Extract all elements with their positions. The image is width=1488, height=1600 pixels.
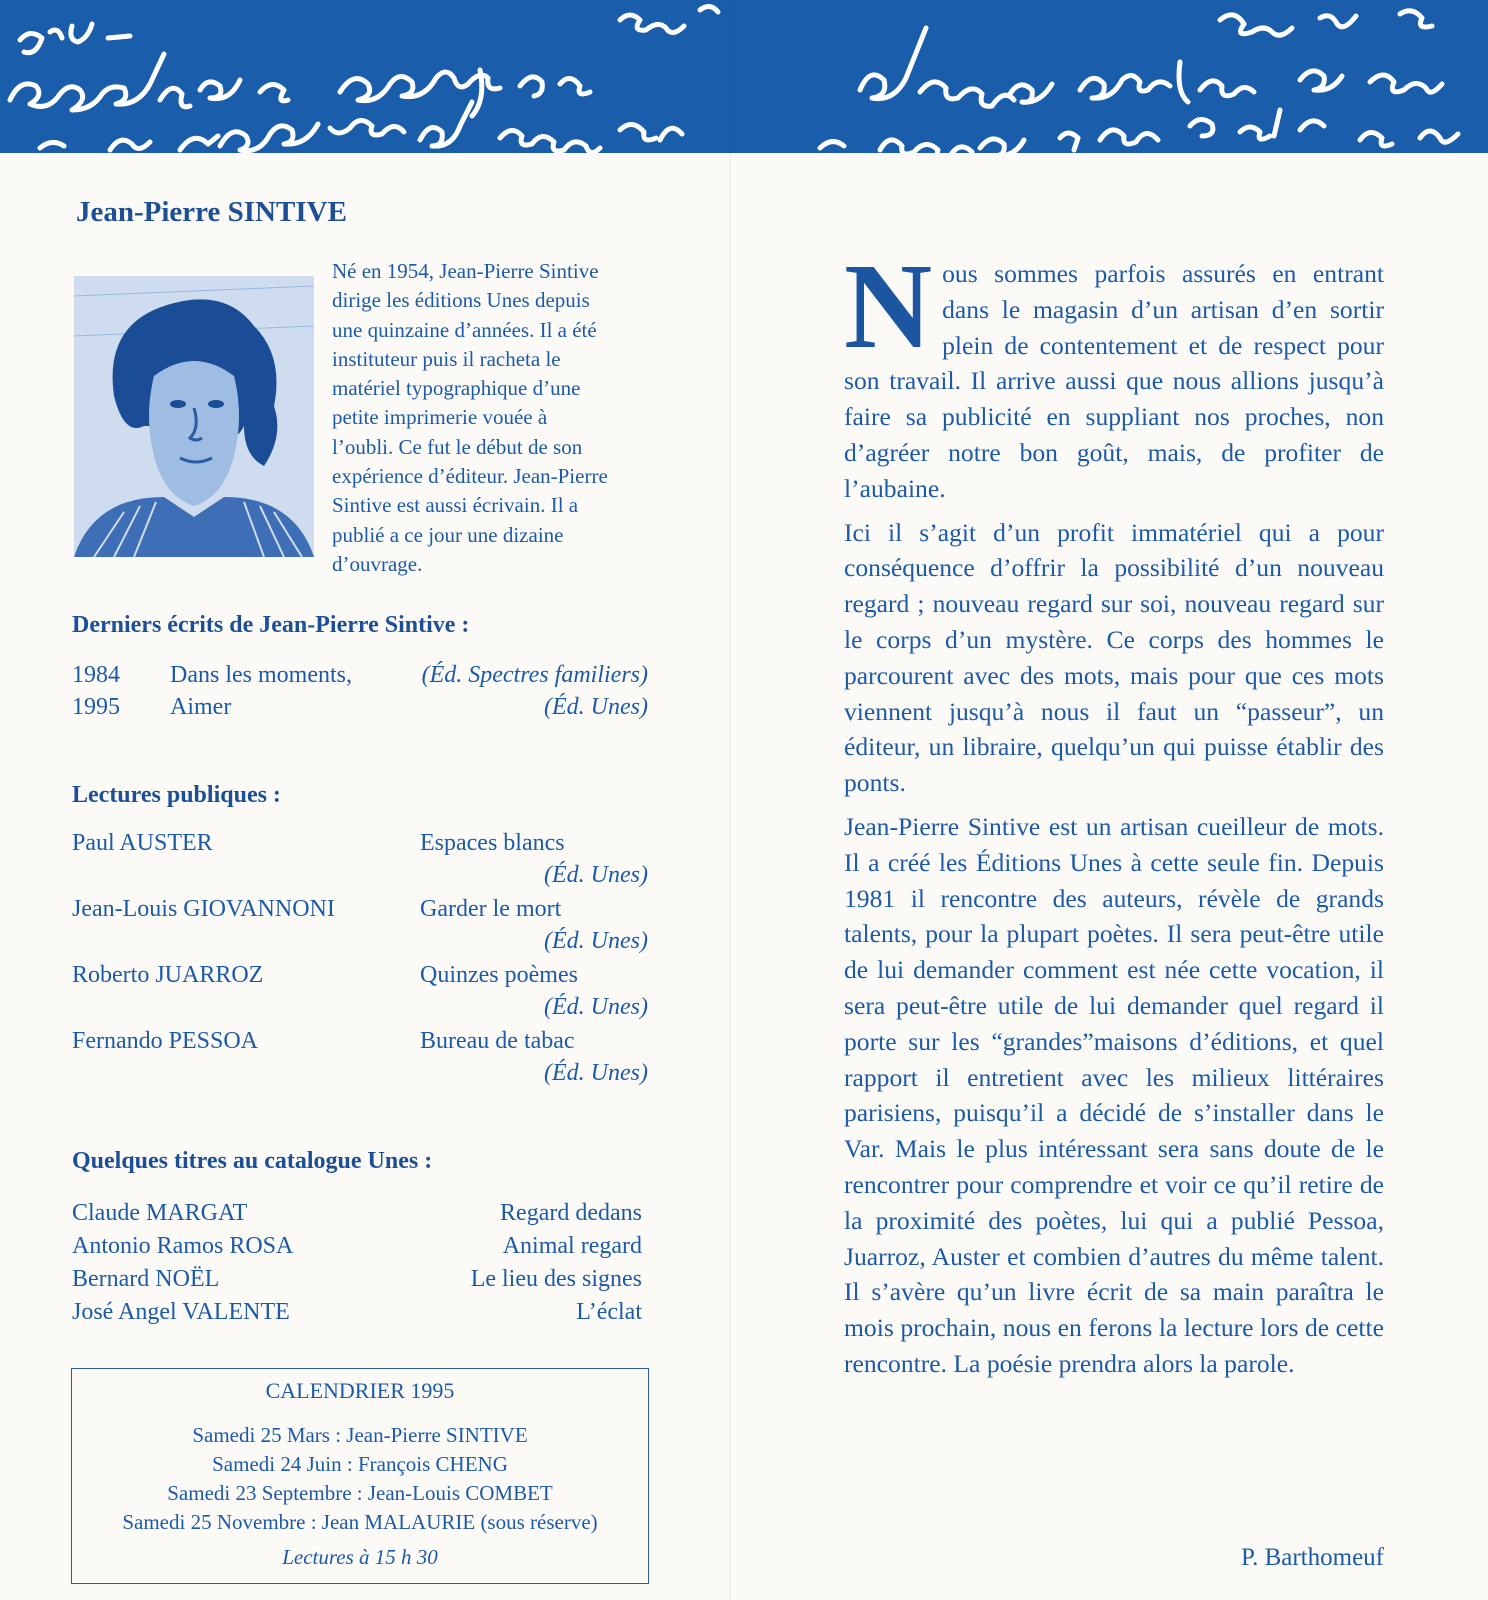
reading-publisher: (Éd. Unes) [544, 928, 648, 954]
calendar-box [71, 1368, 649, 1584]
reading-author: Fernando PESSOA [72, 1028, 259, 1054]
catalogue-title: Animal regard [502, 1233, 642, 1259]
reading-publisher: (Éd. Unes) [544, 862, 648, 888]
reading-title: Garder le mort [420, 896, 562, 922]
bio-line: matériel typographique d’une [332, 376, 581, 401]
reading-publisher: (Éd. Unes) [544, 994, 648, 1020]
bio-line: Né en 1954, Jean-Pierre Sintive [332, 259, 599, 283]
calendar-footer: Lectures à 15 h 30 [282, 1545, 438, 1569]
author-photo [74, 276, 314, 557]
writing-title: Dans les moments, [170, 662, 352, 688]
catalogue-title: Regard dedans [500, 1200, 642, 1226]
bio-line: l’oubli. Ce fut le début de son [332, 434, 583, 459]
bio-line: expérience d’éditeur. Jean-Pierre [332, 464, 608, 489]
catalogue-author: Claude MARGAT [72, 1200, 248, 1226]
article-body [844, 239, 1384, 1390]
article-paragraph [844, 239, 1384, 507]
article-paragraph-text: ous sommes parfois assurés en entrant dans le magasin d’un artisan d’en sortir plein de contentement et de respect pour son travail. Il arrive aussi que nous allions jusqu’à faire sa publicité en suppliant nos proches, non d’agréer notre bon goût, mais, de profiter de l’aubaine. [844, 259, 1384, 503]
reading-title: Quinzes poèmes [420, 962, 578, 988]
catalogue-heading: Quelques titres au catalogue Unes : [72, 1148, 433, 1174]
author-name: Jean-Pierre SINTIVE [76, 196, 347, 228]
writing-title: Aimer [170, 694, 232, 720]
reading-title: Bureau de tabac [420, 1028, 575, 1054]
bio-line: petite imprimerie vouée à [332, 405, 548, 430]
author-bio [332, 257, 662, 579]
reading-publisher: (Éd. Unes) [544, 1060, 648, 1086]
catalogue-author: Antonio Ramos ROSA [72, 1233, 294, 1259]
calendar-event: Samedi 25 Mars : Jean-Pierre SINTIVE [192, 1423, 528, 1447]
calendar-event: Samedi 24 Juin : François CHENG [212, 1452, 508, 1476]
portrait-image [74, 276, 314, 557]
writing-publisher: (Éd. Spectres familiers) [421, 662, 648, 688]
article-paragraph: Ici il s’agit d’un profit immatériel qui a pour conséquence d’offrir la possibilité d’un nouveau regard ; nouveau regard sur soi, nouveau regard sur le corps d’un mystère. Ce corps des hommes le parcourent avec des mots, mais pour que ces mots viennent jusqu’à nous il faut un “passeur”, un éditeur, un libraire, quelqu’un qui puisse établir des ponts. [844, 517, 1384, 798]
reading-author: Jean-Louis GIOVANNONI [72, 896, 335, 922]
readings-heading: Lectures publiques : [72, 782, 281, 808]
writing-year: 1995 [72, 694, 120, 720]
catalogue-title: Le lieu des signes [470, 1266, 642, 1292]
calendar-title: CALENDRIER 1995 [265, 1378, 455, 1403]
reading-author: Roberto JUARROZ [72, 962, 264, 988]
reading-author: Paul AUSTER [72, 830, 213, 856]
bio-line: dirige les éditions Unes depuis [332, 288, 590, 313]
bio-line: une quinzaine d’années. Il a été [332, 317, 597, 342]
drop-cap: N [844, 239, 933, 374]
writings-heading: Derniers écrits de Jean-Pierre Sintive : [72, 612, 470, 638]
article-paragraph: Jean-Pierre Sintive est un artisan cueilleur de mots. Il a créé les Éditions Unes à cette seule fin. Depuis 1981 il rencontre des auteurs, révèle de grands talents, pour la plupart poètes. Il sera peut-être utile de lui demander comment est née cette vocation, il sera peut-être utile de lui demander quel regard il porte sur les “grandes”maisons d’éditions, et quel rapport il entretient avec les milieux littéraires parisiens, puisqu’il a décidé de s’installer dans le Var. Mais le plus intéressant sera sans doute de le rencontrer pour comprendre et voir ce qu’il retire de la proximité des poètes, lui qui a publié Pessoa, Juarroz, Auster et combien d’autres du même talent. Il s’avère qu’un livre écrit de sa main paraîtra le mois prochain, nous en ferons la lecture lors de cette rencontre. La poésie prendra alors la parole. [844, 811, 1384, 1378]
handwriting-art [0, 0, 1488, 153]
writing-year: 1984 [72, 662, 120, 688]
reading-title: Espaces blancs [420, 830, 565, 856]
calendar-event: Samedi 23 Septembre : Jean-Louis COMBET [167, 1481, 553, 1505]
catalogue-title: L’éclat [576, 1299, 642, 1325]
handwriting-banner [0, 0, 1488, 153]
bio-line: publié a ce jour une dizaine [332, 522, 564, 547]
page-fold [729, 0, 731, 1600]
writing-publisher: (Éd. Unes) [544, 694, 648, 720]
bio-line: Sintive est aussi écrivain. Il a [332, 493, 579, 518]
bio-line: d’ouvrage. [332, 551, 423, 576]
catalogue-author: José Angel VALENTE [72, 1299, 290, 1325]
calendar-event: Samedi 25 Novembre : Jean MALAURIE (sous réserve) [122, 1510, 598, 1534]
bio-line: instituteur puis il racheta le [332, 346, 561, 371]
catalogue-author: Bernard NOËL [72, 1266, 220, 1292]
signature: P. Barthomeuf [1240, 1544, 1384, 1571]
